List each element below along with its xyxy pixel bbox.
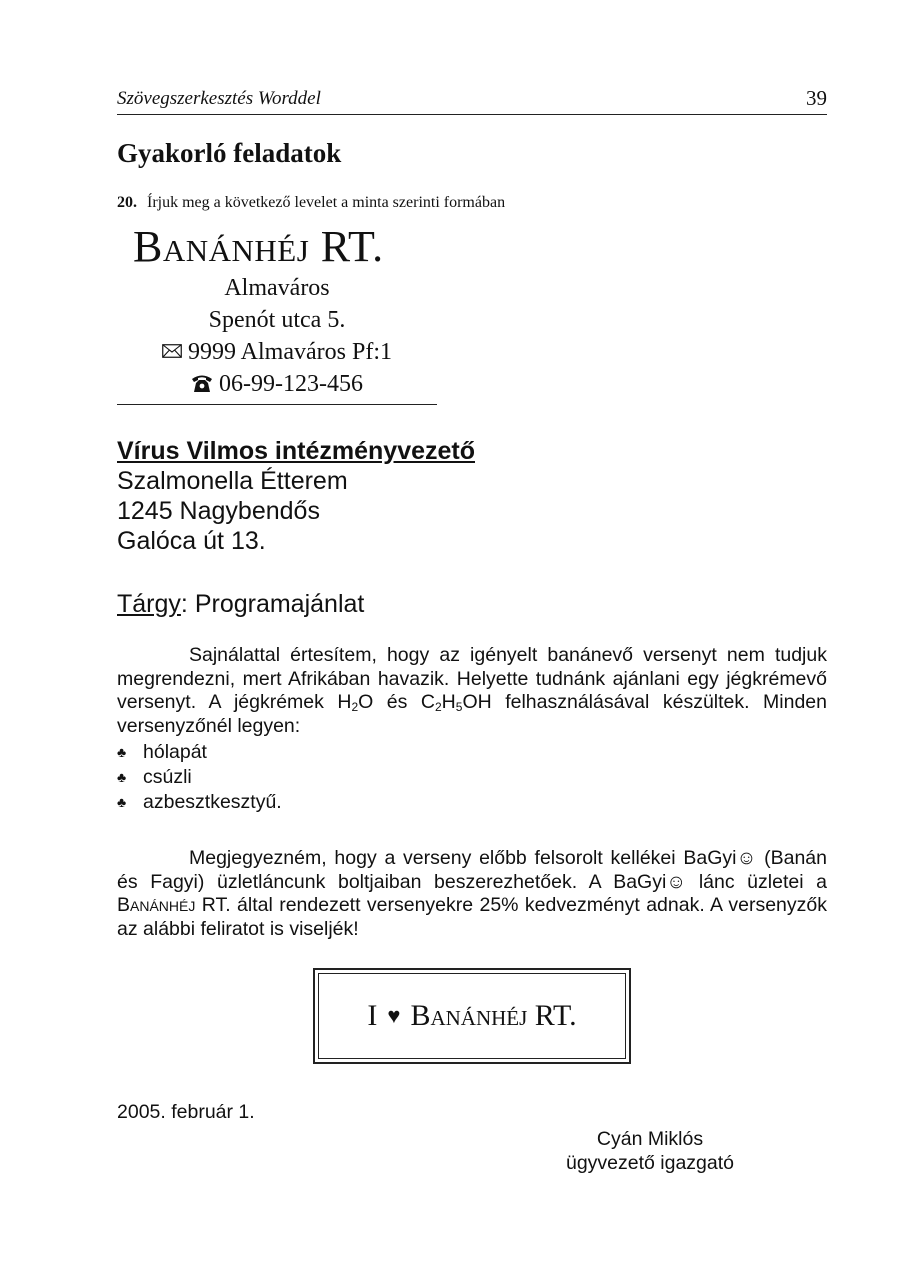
exercise [117, 194, 505, 212]
subscript: 2 [351, 700, 359, 714]
sender-phone: 06-99-123-456 [219, 371, 363, 397]
club-bullet-icon: ♣ [117, 769, 127, 785]
list-item [117, 790, 282, 815]
envelope-icon [162, 344, 182, 358]
recipient-address [117, 436, 475, 556]
sender-phone-line [117, 368, 437, 400]
p2-text-a: Megjegyezném, hogy a verseny előbb felsorolt kellékei BaGyi☺ (Banán és Fagyi) üzletláncunk boltjaiban beszerezhetőek. A BaGyi☺ lánc üzletei a [117, 847, 827, 893]
club-bullet-icon: ♣ [117, 744, 127, 760]
p2-text-b: RT. által rendezett versenyekre 25% kedvezményt adnak. A versenyzők az alábbi feliratot is viseljék! [117, 894, 827, 940]
body-paragraph-1 [117, 644, 827, 738]
telephone-icon [191, 373, 213, 393]
page-number: 39 [806, 86, 827, 110]
running-header [117, 86, 827, 115]
subject-label: Tárgy [117, 590, 181, 618]
sender-street: Spenót utca 5. [208, 307, 346, 333]
list-item-text: hólapát [143, 741, 207, 763]
sign-box [313, 968, 631, 1064]
subscript: 2 [434, 700, 442, 714]
subject-separator: : [180, 590, 195, 618]
list-item-text: csúzli [143, 766, 192, 788]
subscript: 5 [455, 700, 463, 714]
subject-line [117, 590, 364, 619]
sender-postal-line [117, 336, 437, 368]
exercise-number: 20. [117, 194, 137, 211]
running-header-title: Szövegszerkesztés Worddel [117, 88, 321, 109]
sign-company: Banánhéj RT. [410, 999, 577, 1032]
recipient-name: Vírus Vilmos intézményvezető [117, 437, 475, 465]
body-paragraph-2 [117, 847, 827, 941]
signer-name: Cyán Miklós [596, 1128, 704, 1150]
letterhead-rule [117, 404, 437, 405]
list-item [117, 765, 282, 790]
p2-company: Banánhéj [117, 894, 196, 916]
list-item [117, 740, 282, 765]
signer-title: ügyvezető igazgató [565, 1152, 735, 1174]
p1-text-a: Sajnálattal értesítem, hogy az igényelt banánevő versenyt nem tudjuk megrendezni, mert Afrikában havazik. Helyette tudnánk ajánlani egy jégkrémevő versenyt. A jégkrémek H [117, 644, 827, 713]
exercise-text: Írjuk meg a következő levelet a minta szerinti formában [147, 194, 506, 211]
recipient-street: Galóca út 13. [117, 527, 266, 555]
recipient-org: Szalmonella Étterem [117, 467, 348, 495]
company-name: Banánhéj RT. [133, 222, 384, 271]
sender-city: Almaváros [224, 275, 330, 301]
p1-text-b: O és C [358, 691, 435, 713]
heart-icon: ♥ [387, 1003, 401, 1028]
letter-date: 2005. február 1. [117, 1101, 255, 1123]
recipient-city: 1245 Nagybendős [117, 497, 320, 525]
letterhead [117, 222, 437, 405]
equipment-list [117, 740, 282, 815]
p1-text-c: H [441, 691, 456, 713]
signature-block [540, 1127, 760, 1175]
p1-text-d: OH felhasználásával készültek. Minden versenyzőnél legyen: [117, 691, 827, 737]
sign-i: I [367, 999, 378, 1032]
section-title: Gyakorló feladatok [117, 138, 342, 168]
list-item-text: azbesztkesztyű. [143, 791, 282, 813]
subject-value: Programajánlat [194, 590, 365, 618]
club-bullet-icon: ♣ [117, 794, 127, 810]
sender-postal: 9999 Almaváros Pf:1 [188, 339, 392, 365]
